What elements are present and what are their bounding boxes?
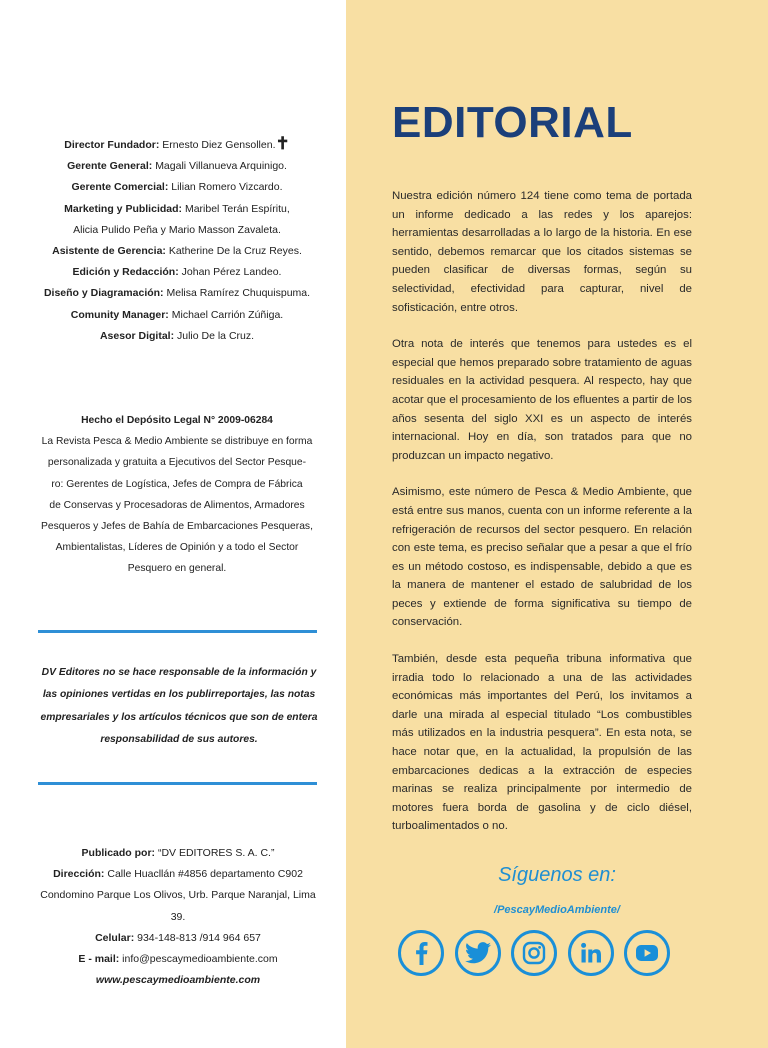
facebook-icon[interactable] xyxy=(398,930,444,976)
publisher-line: Publicado por: “DV EDITORES S. A. C.” xyxy=(81,847,275,859)
staff-line: Edición y Redacción: Johan Pérez Landeo. xyxy=(72,266,282,279)
disclaimer-line: las opiniones vertidas en los publirreportajes, las notas xyxy=(42,689,316,701)
legal-deposit-block xyxy=(34,410,320,580)
facebook-glyph xyxy=(411,941,431,965)
disclaimer-line: empresariales y los artículos técnicos que son de entera xyxy=(40,711,318,723)
follow-us-label: Síguenos en: xyxy=(498,864,616,886)
twitter-glyph xyxy=(465,942,491,964)
credits-column xyxy=(0,0,346,1048)
staff-line: Comunity Manager: Michael Carrión Zúñiga. xyxy=(70,308,284,321)
divider-top xyxy=(38,630,317,633)
social-handle[interactable]: /PescayMedioAmbiente/ xyxy=(494,904,620,916)
distribution-line: Ambientalistas, Líderes de Opinión y a todo el Sector xyxy=(55,542,299,554)
editorial-paragraph: Nuestra edición número 124 tiene como tema de portada un informe dedicado a las redes y los aparejos: herramientas desarrolladas a lo largo de la historia. En ese sentido, debemos remarcar que los citados sistemas se pueden clasificar de diversas formas, según su selectividad, efectividad para capturar, nivel de sofisticación, entre otros. xyxy=(392,190,692,314)
staff-line: Gerente Comercial: Lilian Romero Vizcardo. xyxy=(71,181,283,194)
disclaimer-line: DV Editores no se hace responsable de la información y xyxy=(41,667,317,678)
youtube-icon[interactable] xyxy=(624,930,670,976)
website-link[interactable]: www.pescaymedioambiente.com xyxy=(95,974,261,987)
disclaimer xyxy=(34,662,324,752)
youtube-glyph xyxy=(635,944,659,962)
editorial-paragraph: Otra nota de interés que tenemos para ustedes es el especial que hemos preparado sobre tratamiento de aguas residuales en la actividad pesquera. Al respecto, hay que acotar que el procesamiento de los efluentes a partir de los años sesenta del siglo XXI es un aspecto de interés internacional. Hoy en día, son tratados para que no produzcan un impacto negativo. xyxy=(392,338,692,462)
editorial-body xyxy=(392,187,692,854)
staff-line: Asesor Digital: Julio De la Cruz. xyxy=(99,329,255,342)
instagram-icon[interactable] xyxy=(511,930,557,976)
legal-deposit-title: Hecho el Depósito Legal N° 2009-06284 xyxy=(81,415,273,426)
cross-icon: ✝ xyxy=(275,134,290,153)
instagram-glyph xyxy=(522,941,546,965)
staff-list xyxy=(20,135,334,347)
linkedin-glyph xyxy=(579,941,603,965)
staff-line: Director Fundador: Ernesto Diez Gensollen.✝ xyxy=(64,134,290,153)
staff-line: Diseño y Diagramación: Melisa Ramírez Chuquispuma. xyxy=(43,287,311,300)
distribution-line: ro: Gerentes de Logística, Jefes de Compra de Fábrica xyxy=(51,478,303,490)
distribution-line: Pesquero en general. xyxy=(127,563,227,575)
twitter-icon[interactable] xyxy=(455,930,501,976)
distribution-line: La Revista Pesca & Medio Ambiente se distribuye en forma xyxy=(41,436,313,448)
staff-line: Alicia Pulido Peña y Mario Masson Zavaleta. xyxy=(73,223,281,236)
editorial-paragraph: Asimismo, este número de Pesca & Medio Ambiente, que está entre sus manos, cuenta con un informe referente a la refrigeración de recursos del sector pesquero. En relación con este tema, es preciso señalar que a pesar a que el frío es un método costoso, es indispensable, debido a que es la manera de mantener el estado de salubridad de los peces y extiende de forma significativa su tiempo de conservación. xyxy=(392,486,692,629)
editorial-title: EDITORIAL xyxy=(392,98,633,147)
social-icons xyxy=(398,930,670,974)
staff-line: Gerente General: Magali Villanueva Arquinigo. xyxy=(67,160,287,173)
divider-bottom xyxy=(38,782,317,785)
editorial-paragraph: También, desde esta pequeña tribuna informativa que irradia todo lo relacionado a una de las actividades económicas más importantes del Perú, los invitamos a darle una mirada al especial titulado “Los combustibles más utilizados en la industria pesquera”. En esta nota, se hace notar que, en la actualidad, la propulsión de las embarcaciones dedicas a la extracción de especies marinas se realiza principalmente por intermedio de motores fuera borda de gasolina y de ciclo diésel, turboalimentados o no. xyxy=(392,653,692,833)
email-link[interactable]: info@pescaymedioambiente.com xyxy=(122,953,278,966)
distribution-line: de Conservas y Procesadoras de Alimentos, Armadores xyxy=(49,499,305,511)
address-line: Dirección: Calle Huacllán #4856 departamento C902 xyxy=(53,868,303,881)
staff-line: Marketing y Publicidad: Maribel Terán Espíritu, xyxy=(64,202,290,215)
distribution-line: personalizada y gratuita a Ejecutivos del Sector Pesque- xyxy=(47,457,307,469)
staff-line: Asistente de Gerencia: Katherine De la Cruz Reyes. xyxy=(52,245,302,258)
phone-line: Celular: 934-148-813 /914 964 657 xyxy=(95,931,261,944)
distribution-line: Pesqueros y Jefes de Bahía de Embarcaciones Pesqueras, xyxy=(41,521,313,533)
address-line-2: Condomino Parque Los Olivos, Urb. Parque Naranjal, Lima 39. xyxy=(40,889,316,923)
email-line: E - mail: info@pescaymedioambiente.com xyxy=(78,953,278,966)
disclaimer-line: responsabilidad de sus autores. xyxy=(100,734,258,746)
linkedin-icon[interactable] xyxy=(568,930,614,976)
publisher-info xyxy=(34,843,322,991)
